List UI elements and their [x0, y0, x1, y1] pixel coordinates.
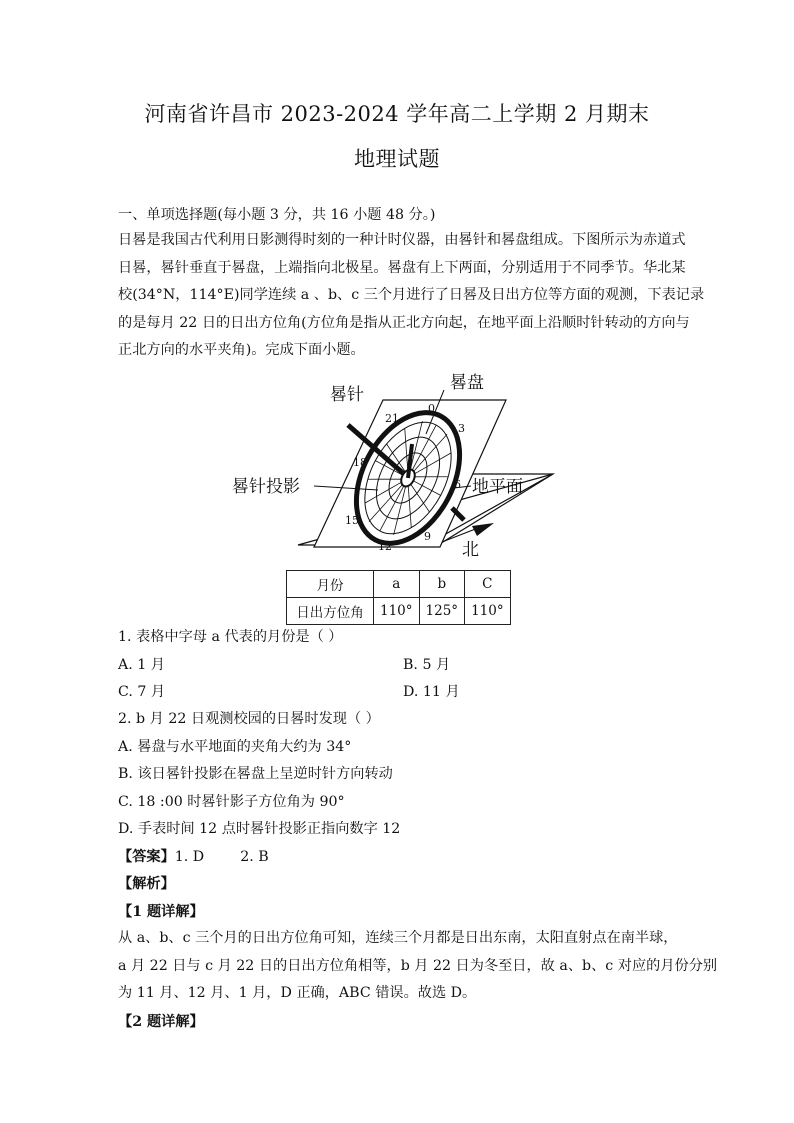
answer-text: 1. D 2. B: [174, 849, 269, 865]
table-cell: 110°: [465, 598, 511, 625]
dial-number: 12: [378, 540, 392, 553]
answer-line: [118, 846, 269, 866]
question-1-option-b: B. 5 月: [403, 657, 451, 673]
question-1-option-c: C. 7 月: [118, 684, 166, 700]
explanation-line: 为 11 月、12 月、1 月，D 正确，ABC 错误。故选 D。: [118, 985, 477, 1001]
table-row: [287, 598, 511, 625]
table-row: [287, 571, 511, 598]
q1-detail-heading: 【1 题详解】: [118, 904, 204, 920]
q1-explanation: [118, 925, 718, 1008]
intro-line: 日晷，晷针垂直于晷盘，上端指向北极星。晷盘有上下两面，分别适用于不同季节。华北某: [118, 259, 686, 276]
doc-title: 河南省许昌市 2023-2024 学年高二上学期 2 月期末: [144, 102, 650, 126]
intro-line: 的是每月 22 日的日出方位角(方位角是指从正北方向起，在地平面上沿顺时针转动的方向与: [118, 314, 690, 331]
label-ground: 地平面: [472, 477, 523, 497]
table-cell: 月份: [287, 571, 374, 598]
intro-paragraph: [118, 227, 705, 365]
question-2-option-a: A. 晷盘与水平地面的夹角大约为 34°: [118, 739, 352, 755]
question-1-option-a: A. 1 月: [118, 657, 165, 673]
dial-number: 6: [454, 478, 461, 491]
table-cell: 125°: [419, 598, 465, 625]
table-cell: 110°: [374, 598, 420, 625]
table-cell: 日出方位角: [287, 598, 374, 625]
dial-number: 15: [345, 514, 359, 527]
dial-number: 18: [353, 456, 367, 469]
dial-number: 3: [458, 422, 465, 435]
north-arrow: [472, 523, 494, 536]
question-1-stem: 1. 表格中字母 a 代表的月份是（ ）: [118, 629, 343, 645]
answer-label: 【答案】: [118, 849, 175, 865]
question-2-option-d: D. 手表时间 12 点时晷针投影正指向数字 12: [118, 821, 401, 837]
table-cell: a: [374, 571, 420, 598]
label-shadow: 晷针投影: [232, 477, 300, 497]
sunrise-azimuth-table: [286, 570, 511, 625]
dial-number: 21: [385, 412, 399, 425]
intro-line: 日晷是我国古代利用日影测得时刻的一种计时仪器，由晷针和晷盘组成。下图所示为赤道式: [118, 232, 686, 248]
sundial-figure: [228, 370, 568, 560]
question-2-option-c: C. 18 :00 时晷针影子方位角为 90°: [118, 794, 345, 810]
question-2-option-b: B. 该日晷针投影在晷盘上呈逆时针方向转动: [118, 766, 393, 782]
label-needle: 晷针: [330, 385, 364, 405]
label-dial: 晷盘: [450, 373, 484, 393]
section-heading: 一、单项选择题(每小题 3 分，共 16 小题 48 分。): [118, 207, 436, 223]
question-1-option-d: D. 11 月: [403, 684, 460, 700]
analysis-heading: 【解析】: [118, 876, 175, 892]
q2-detail-heading: 【2 题详解】: [118, 1014, 204, 1030]
intro-line: 正北方向的水平夹角)。完成下面小题。: [118, 342, 365, 358]
table-cell: b: [419, 571, 465, 598]
dial-number: 9: [424, 530, 431, 543]
label-north: 北: [462, 540, 479, 560]
explanation-line: 从 a、b、c 三个月的日出方位角可知，连续三个月都是日出东南，太阳直射点在南半球，: [118, 930, 678, 946]
dial-number: 0: [428, 402, 435, 415]
doc-subtitle: 地理试题: [354, 147, 440, 171]
question-2-stem: 2. b 月 22 日观测校园的日晷时发现（ ）: [118, 711, 380, 727]
table-cell: C: [465, 571, 511, 598]
intro-line: 校(34°N，114°E)同学连续 a 、b、c 三个月进行了日晷及日出方位等方面的观测，下表记录: [118, 287, 705, 303]
explanation-line: a 月 22 日与 c 月 22 日的日出方位角相等，b 月 22 日为冬至日，故 a、b、c 对应的月份分别: [118, 957, 718, 974]
